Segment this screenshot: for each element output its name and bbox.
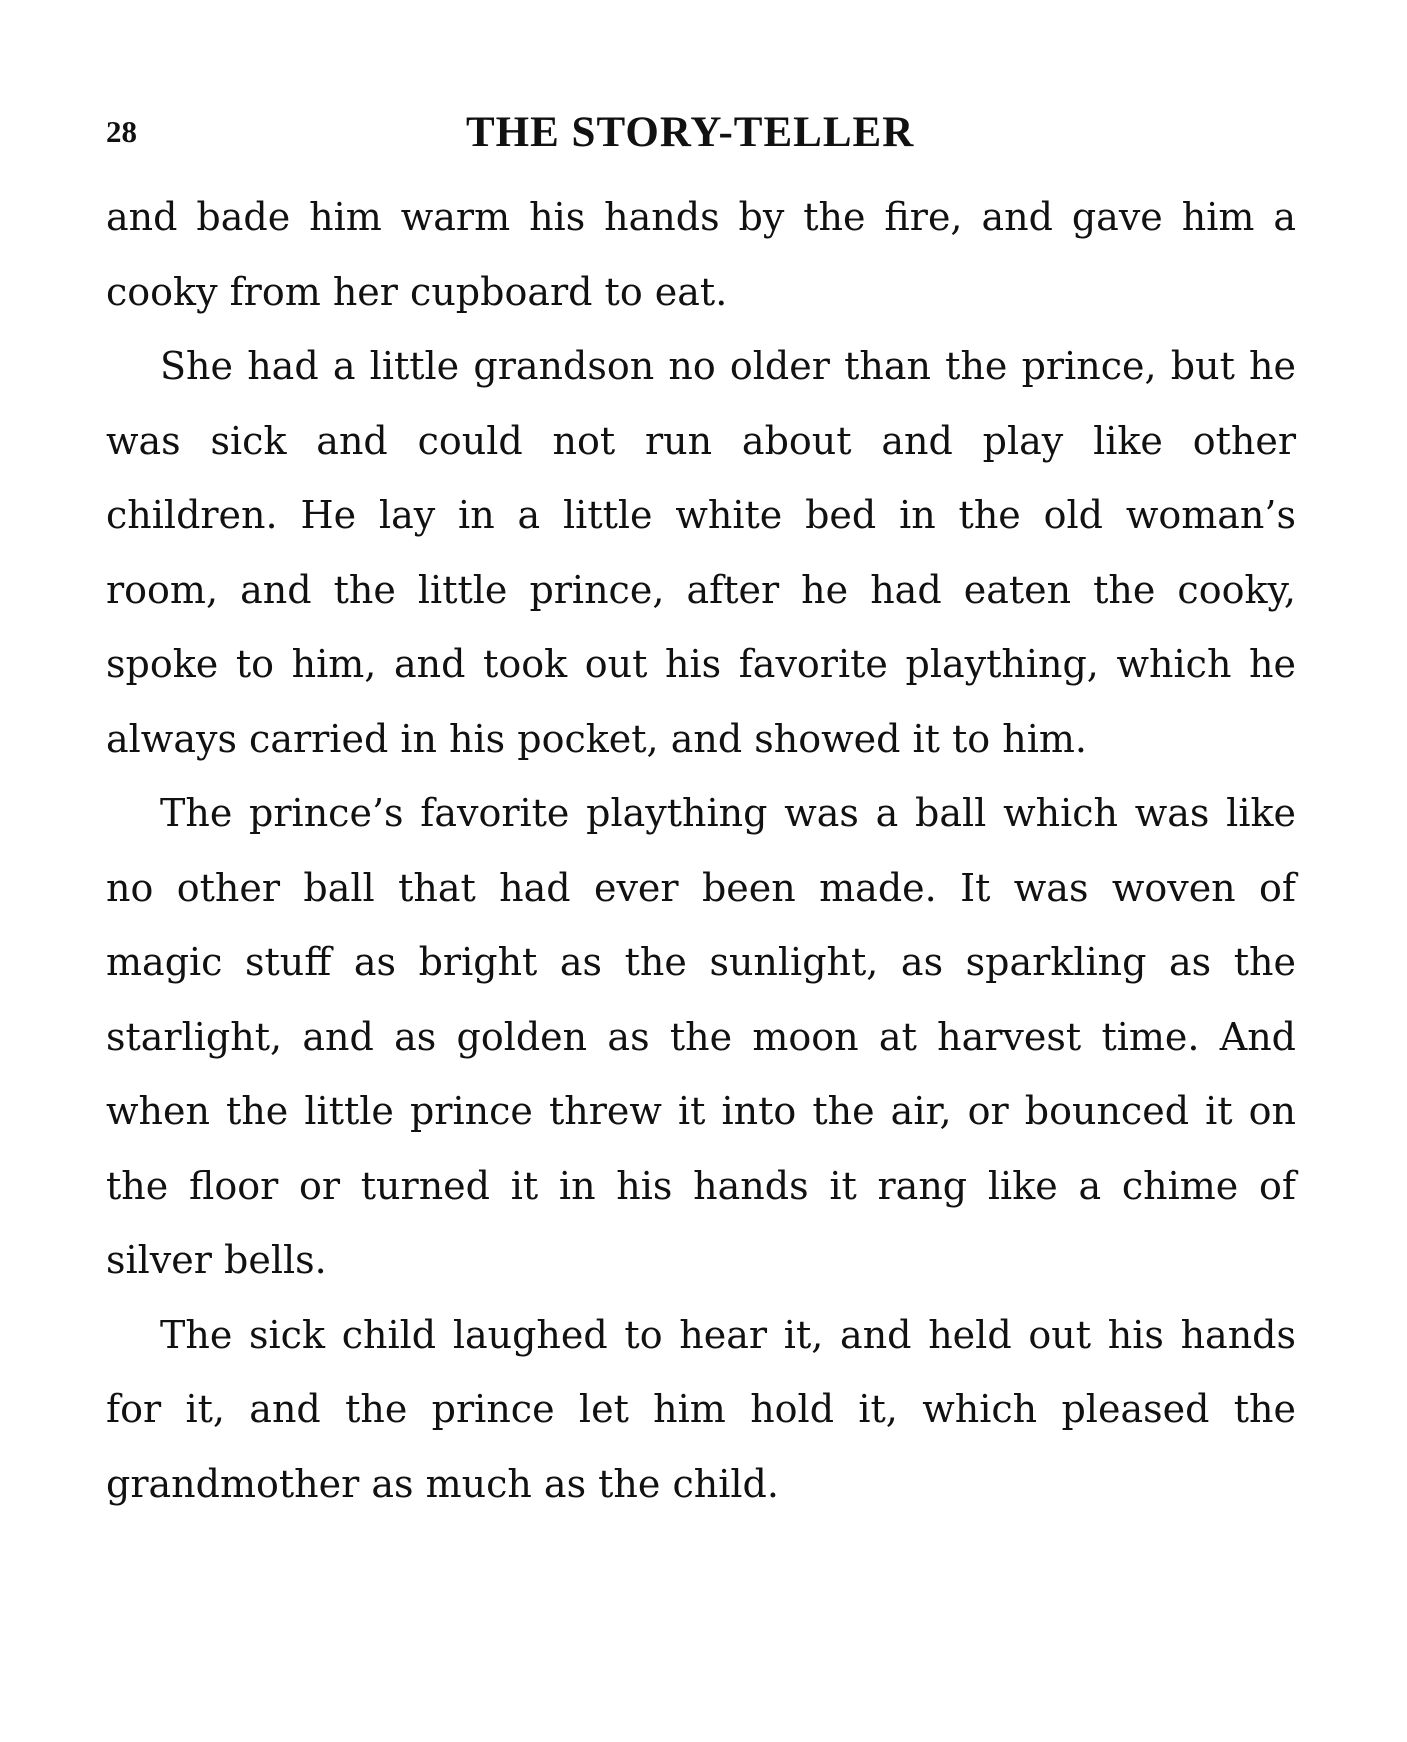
page-number: 28 [106,114,137,149]
paragraph-grandson: She had a little grandson no older than the prince, but he was sick and could not run about and play like other children. He lay in a little white bed in the old woman’s room, and the little prince, after he had eaten the cooky, spoke to him, and took out his favorite plaything, which he always carried in his pocket, and showed it to him. [106,344,1296,761]
paragraph-magic-ball: The prince’s favorite plaything was a ball which was like no other ball that had ever been made. It was woven of magic stuff as bright as the sunlight, as sparkling as the starlight, and as golden as the moon at harvest time. And when the little prince threw it into the air, or bounced it on the floor or turned it in his hands it rang like a chime of silver bells. [106,791,1296,1282]
paragraph-sick-child: The sick child laughed to hear it, and held out his hands for it, and the prince let him hold it, which pleased the grandmother as much as the child. [106,1312,1296,1506]
body-text [106,180,1296,1521]
running-title: THE STORY-TELLER [466,109,915,156]
page-header [106,108,1296,158]
paragraph-continuation: and bade him warm his hands by the fire, and gave him a cooky from her cupboard to eat. [106,195,1296,314]
